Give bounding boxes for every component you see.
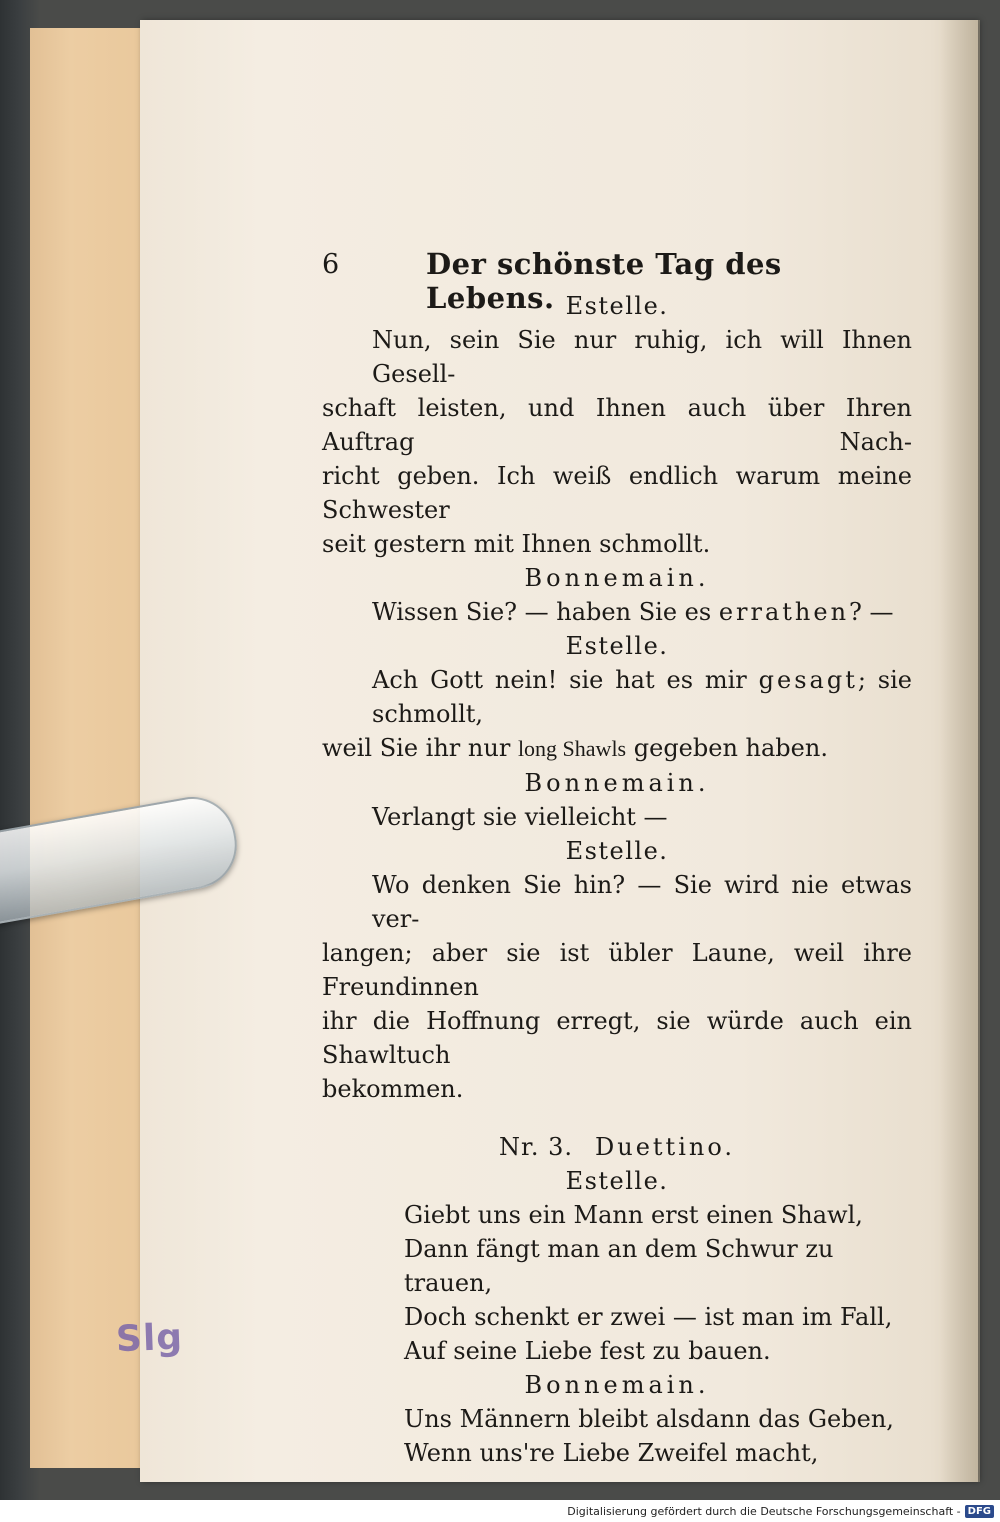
text-line: schaft leisten, und Ihnen auch über Ihren Auftrag Nach- [322,394,912,456]
running-title: Der schönste Tag des Lebens. [426,247,782,315]
text-line [322,731,912,766]
text-line: ihr die Hoffnung erregt, sie würde auch ein Shawltuch [322,1007,912,1069]
musical-number-heading [322,1130,912,1164]
verse-line: Auf seine Liebe fest zu bauen. [404,1337,771,1365]
speech-paragraph [322,595,912,629]
speaker-name: Bonnemain. [524,564,710,592]
verse-line: Giebt uns ein Mann erst einen Shawl, [404,1201,863,1229]
dfg-logo: DFG [965,1505,994,1518]
credit-text: Digitalisierung gefördert durch die Deutsche Forschungsgemeinschaft - [567,1504,961,1518]
text-segment: ; sie schmollt, [372,666,912,728]
emphasized-word: gesagt [758,666,858,694]
speaker-name: Estelle. [565,837,669,865]
text-segment: weil Sie ihr nur [322,734,518,762]
text-line: Nun, sein Sie nur ruhig, ich will Ihnen Gesell- [372,326,912,388]
text-line [322,663,912,731]
number-label: Nr. 3. [499,1133,573,1161]
verse-line: Doch schenkt er zwei — ist man im Fall, [404,1303,893,1331]
text-segment: Wissen Sie? — haben Sie es [372,598,719,626]
speech-paragraph: Verlangt sie vielleicht — [372,803,668,831]
speaker-name: Estelle. [565,1167,669,1195]
digitization-credit [567,1503,994,1519]
text-line: langen; aber sie ist übler Laune, weil ihre Freundinnen [322,939,912,1001]
speaker-name: Bonnemain. [524,1371,710,1399]
text-line: seit gestern mit Ihnen schmollt. [322,530,711,558]
text-segment: ? — [849,598,894,626]
library-stamp [108,1300,184,1380]
speaker-name: Bonnemain. [524,769,710,797]
page-edge-shadow [940,20,980,1482]
emphasized-word: errathen [718,598,850,626]
verse-line: Dann fängt man an dem Schwur zu trauen, [404,1235,834,1297]
page-number: 6 [322,249,340,280]
text-segment: gegeben haben. [626,734,828,762]
text-line: richt geben. Ich weiß endlich warum meine Schwester [322,462,912,524]
speech-paragraph [322,663,912,766]
library-stamp-text: Slg [115,1316,184,1361]
number-title: Duettino. [595,1133,735,1161]
text-segment: Ach Gott nein! sie hat es mir [372,666,759,694]
verse-line: Uns Männern bleibt alsdann das Geben, [404,1405,894,1433]
text-line: bekommen. [322,1075,464,1103]
verse-stanza [322,1402,912,1470]
speech-paragraph [322,323,912,561]
page-text [322,245,912,1470]
speaker-name: Estelle. [565,632,669,660]
verse-line: Wenn uns're Liebe Zweifel macht, [404,1439,819,1467]
speaker-name: Estelle. [565,292,669,320]
text-line: Wo denken Sie hin? — Sie wird nie etwas ver- [372,871,912,933]
roman-type-words: long Shawls [517,736,627,761]
verse-stanza [322,1198,912,1368]
speech-paragraph [322,868,912,1106]
